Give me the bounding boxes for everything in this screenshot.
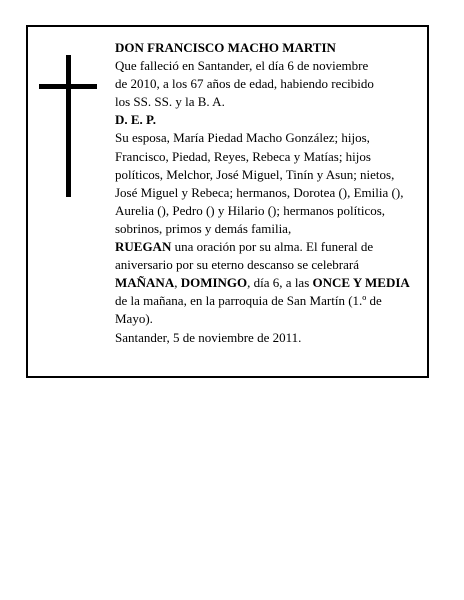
funeral-time-line: MAÑANA, DOMINGO, día 6, a las ONCE Y MEDIA [115,275,410,291]
deceased-name: DON FRANCISCO MACHO MARTIN [115,40,336,55]
dep-line: D. E. P. [115,112,157,128]
obituary-notice [26,25,429,378]
notice-text [115,39,427,347]
intro-line: de 2010, a los 67 años de edad, habiendo recibido [115,76,374,92]
family-line: sobrinos, primos y demás familia, [115,220,292,236]
intro-line: los SS. SS. y la B. A. [115,94,225,110]
family-line: Aurelia (), Pedro () y Hilario (); hermanos políticos, [115,202,386,218]
cross-horizontal-bar [39,84,97,89]
ruegan-line: RUEGAN una oración por su alma. El funeral de [115,239,374,255]
cross-vertical-bar [66,55,71,197]
family-line: políticos, Melchor, José Miguel, Tinín y Asun; nietos, [115,166,395,182]
family-line: Su esposa, María Piedad Macho González; hijos, [115,130,370,146]
family-line: Francisco, Piedad, Reyes, Rebeca y Matías; hijos [115,148,371,164]
intro-line: Que falleció en Santander, el día 6 de noviembre [115,58,369,74]
date-line: Santander, 5 de noviembre de 2011. [115,329,302,345]
closing-line: Mayo). [115,311,153,327]
aniversario-line: aniversario por su eterno descanso se celebrará [115,257,359,273]
cross-icon [39,55,97,197]
closing-line: de la mañana, en la parroquia de San Martín (1.º de [115,293,382,309]
family-line: José Miguel y Rebeca; hermanos, Dorotea (), Emilia (), [115,184,404,200]
